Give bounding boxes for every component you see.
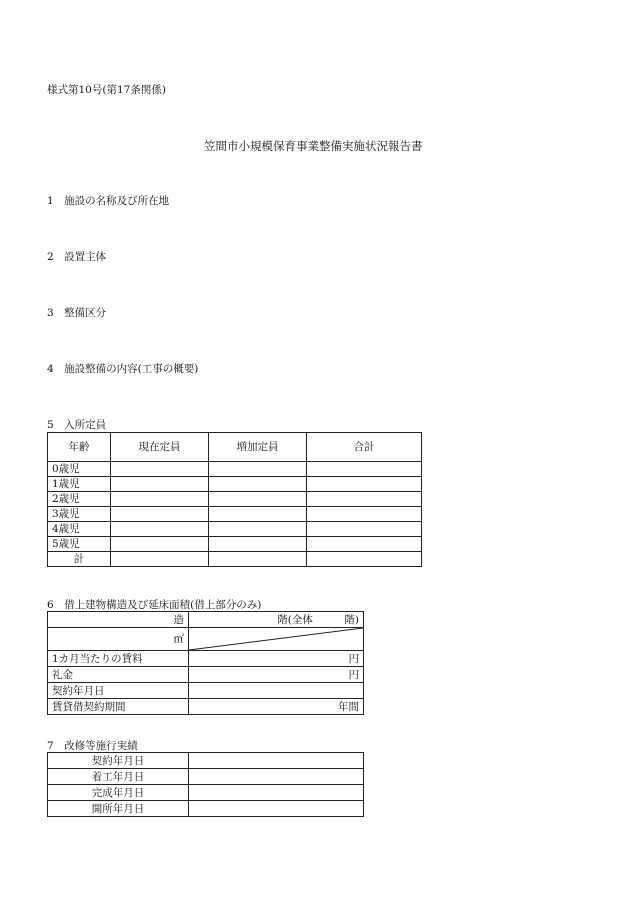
lease-period-row [48,699,364,715]
sum-label: 計 [48,552,111,567]
table-row [48,462,422,477]
section-5-heading: 5 入所定員 [47,419,107,431]
renovation-value[interactable] [189,769,364,785]
table-total-row [48,552,422,567]
table-row [48,753,364,769]
increase-cell[interactable] [209,477,307,492]
current-cell[interactable] [111,537,209,552]
monthly-rent-label: 1カ月当たりの賃料 [48,651,189,667]
lease-period-value[interactable]: 年間 [189,699,364,715]
diagonal-cell [189,628,364,651]
increase-cell[interactable] [209,537,307,552]
section-7-heading: 7 改修等施行実績 [47,740,138,752]
current-capacity-header: 現在定員 [111,433,209,462]
age-label: 2歳児 [48,492,111,507]
total-cell[interactable] [307,522,422,537]
contract-date-value[interactable] [189,683,364,699]
current-cell[interactable] [111,492,209,507]
area-cell[interactable]: ㎡ [48,628,189,651]
table-row [48,477,422,492]
increase-capacity-header: 増加定員 [209,433,307,462]
diagonal-line [189,628,363,650]
lease-period-label: 賃貸借契約期間 [48,699,189,715]
age-label: 1歳児 [48,477,111,492]
contract-date-label: 契約年月日 [48,683,189,699]
current-cell[interactable] [111,477,209,492]
table-row [48,492,422,507]
page-title: 笠間市小規模保育事業整備実施状況報告書 [204,139,423,153]
key-money-row [48,667,364,683]
renovation-value[interactable] [189,801,364,817]
floors-cell[interactable]: 階(全体 階) [189,612,364,628]
capacity-table [47,432,422,567]
age-label: 5歳児 [48,537,111,552]
section-3-heading: 3 整備区分 [47,307,107,319]
renovation-label: 開所年月日 [48,801,189,817]
monthly-rent-value[interactable]: 円 [189,651,364,667]
renovation-table [47,752,364,817]
increase-cell[interactable] [209,492,307,507]
increase-cell[interactable] [209,522,307,537]
capacity-header-row [48,433,422,462]
age-label: 4歳児 [48,522,111,537]
renovation-value[interactable] [189,785,364,801]
section-2-heading: 2 設置主体 [47,251,107,263]
table-row [48,522,422,537]
increase-cell[interactable] [209,552,307,567]
table-row [48,785,364,801]
form-number: 様式第10号(第17条関係) [47,84,166,96]
structure-row [48,612,364,628]
current-cell[interactable] [111,507,209,522]
structure-cell[interactable]: 造 [48,612,189,628]
renovation-label: 完成年月日 [48,785,189,801]
table-row [48,507,422,522]
increase-cell[interactable] [209,507,307,522]
table-row [48,769,364,785]
section-1-heading: 1 施設の名称及び所在地 [47,195,170,207]
current-cell[interactable] [111,522,209,537]
key-money-value[interactable]: 円 [189,667,364,683]
rent-row [48,651,364,667]
total-cell[interactable] [307,462,422,477]
increase-cell[interactable] [209,462,307,477]
age-label: 0歳児 [48,462,111,477]
total-header: 合計 [307,433,422,462]
renovation-label: 着工年月日 [48,769,189,785]
table-row [48,801,364,817]
section-6-heading: 6 借上建物構造及び延床面積(借上部分のみ) [47,599,262,611]
current-cell[interactable] [111,552,209,567]
total-cell[interactable] [307,492,422,507]
age-header: 年齢 [48,433,111,462]
section-4-heading: 4 施設整備の内容(工事の概要) [47,363,199,375]
total-cell[interactable] [307,477,422,492]
renovation-label: 契約年月日 [48,753,189,769]
building-table [47,611,364,715]
key-money-label: 礼金 [48,667,189,683]
current-cell[interactable] [111,462,209,477]
area-row [48,628,364,651]
renovation-value[interactable] [189,753,364,769]
table-row [48,537,422,552]
total-cell[interactable] [307,552,422,567]
total-cell[interactable] [307,507,422,522]
age-label: 3歳児 [48,507,111,522]
total-cell[interactable] [307,537,422,552]
contract-date-row [48,683,364,699]
